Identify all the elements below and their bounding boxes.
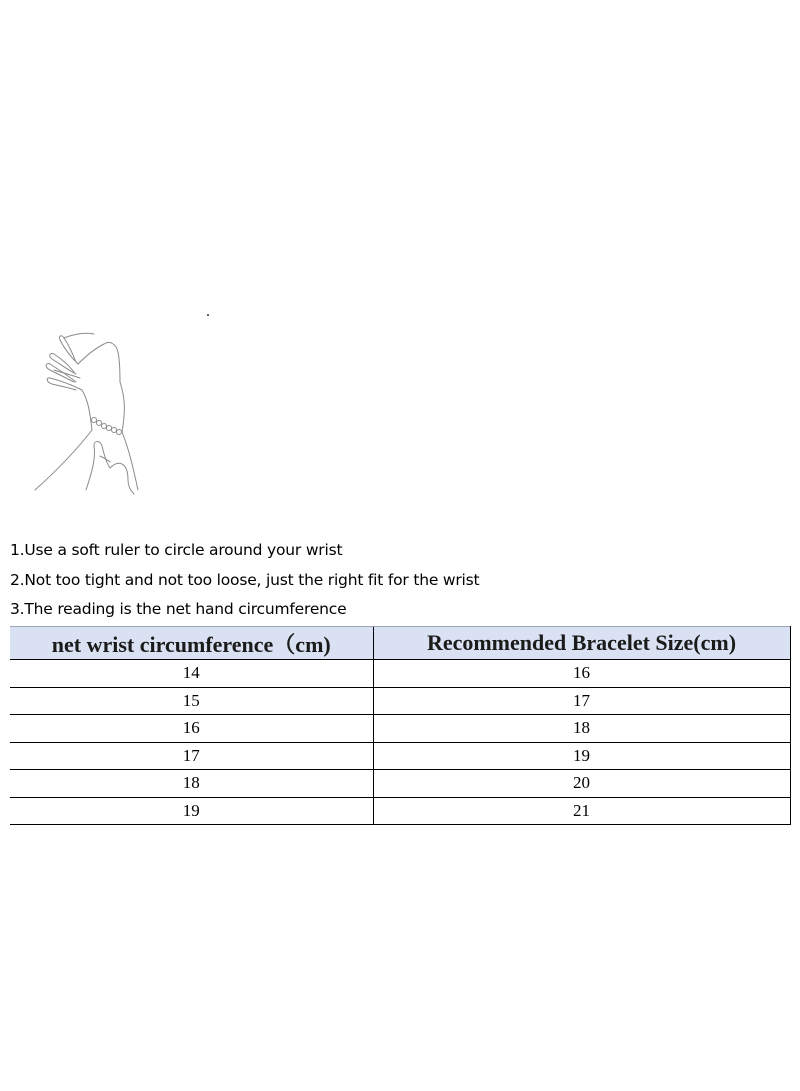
header-bracelet-size: Recommended Bracelet Size(cm) [373, 627, 790, 660]
instruction-list [10, 536, 479, 625]
wrist-cell: 17 [10, 742, 373, 770]
speck-mark [207, 314, 209, 316]
table-row [10, 742, 790, 770]
table-row [10, 770, 790, 798]
table-row [10, 715, 790, 743]
wrist-cell: 19 [10, 797, 373, 825]
instruction-step-3: 3.The reading is the net hand circumference [10, 600, 347, 618]
table-row [10, 687, 790, 715]
table-row [10, 660, 790, 688]
bracelet-cell: 18 [373, 715, 790, 743]
size-chart-table [10, 626, 791, 825]
bracelet-cell: 21 [373, 797, 790, 825]
bracelet-cell: 17 [373, 687, 790, 715]
wrist-cell: 16 [10, 715, 373, 743]
bracelet-cell: 20 [373, 770, 790, 798]
bracelet-cell: 16 [373, 660, 790, 688]
wrist-cell: 18 [10, 770, 373, 798]
table-header-row [10, 627, 790, 660]
wrist-cell: 15 [10, 687, 373, 715]
hand-measuring-wrist-icon [30, 322, 150, 498]
wrist-cell: 14 [10, 660, 373, 688]
instruction-step-1: 1.Use a soft ruler to circle around your wrist [10, 541, 343, 559]
header-wrist-circumference: net wrist circumference（cm) [10, 627, 373, 660]
instruction-step-2: 2.Not too tight and not too loose, just the right fit for the wrist [10, 570, 480, 589]
table-row [10, 797, 790, 825]
bracelet-cell: 19 [373, 742, 790, 770]
